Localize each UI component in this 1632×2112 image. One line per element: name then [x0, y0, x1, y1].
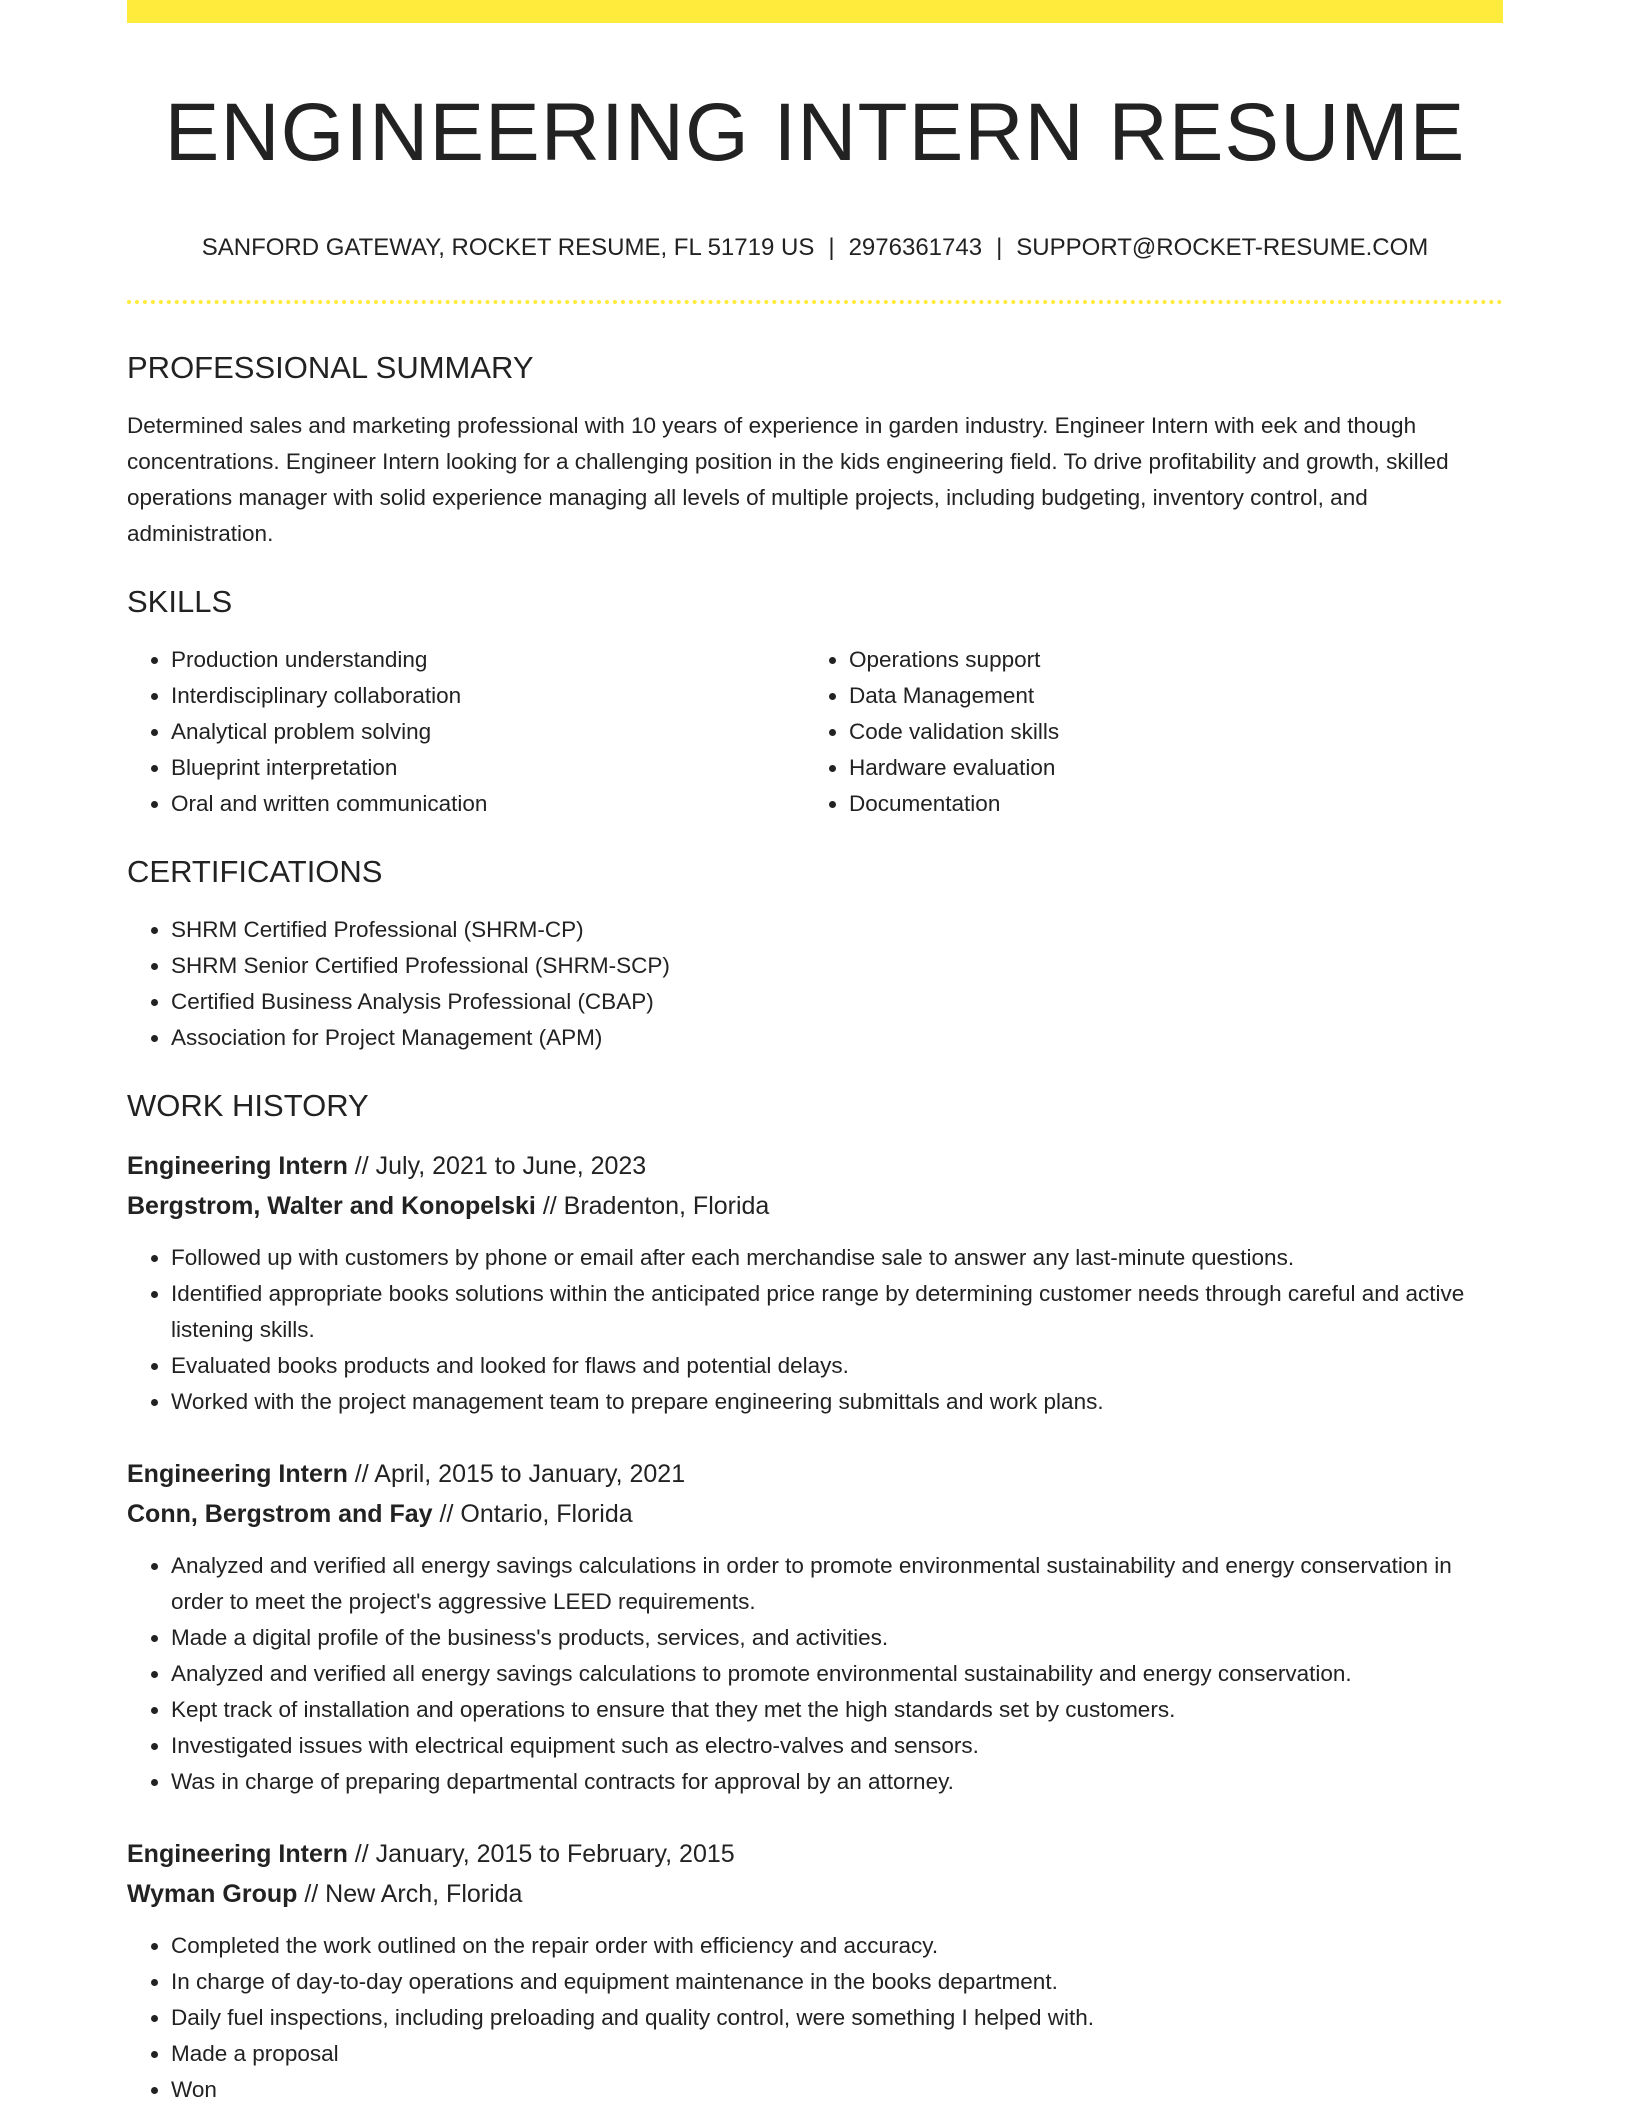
contact-address: SANFORD GATEWAY, ROCKET RESUME, FL 51719 US: [201, 234, 815, 261]
skill-item: • Blueprint interpretation: [171, 750, 805, 786]
job-company: Conn, Bergstrom and Fay: [127, 1500, 433, 1528]
job-bullet: • Won: [171, 2072, 1503, 2108]
job-bullet: • Worked with the project management team to prepare engineering submittals and work plans.: [171, 1384, 1503, 1420]
job-company: Wyman Group: [127, 1880, 298, 1908]
job-bullet-list: [127, 1240, 1503, 1420]
job-bullet: • In charge of day-to-day operations and equipment maintenance in the books department.: [171, 1964, 1503, 2000]
skills-columns: [127, 642, 1503, 822]
skills-section: [127, 582, 1503, 822]
skill-item: • Code validation skills: [849, 714, 1483, 750]
job-title-line: [127, 1834, 1503, 1874]
skills-column-left: [127, 642, 805, 822]
contact-line: [127, 233, 1503, 263]
job-bullet: • Analyzed and verified all energy savings calculations to promote environmental sustainability and energy conservation.: [171, 1656, 1503, 1692]
certifications-heading: CERTIFICATIONS: [127, 854, 383, 889]
job-dates: // January, 2015 to February, 2015: [347, 1840, 735, 1868]
contact-separator: |: [828, 234, 835, 261]
certifications-section: [127, 852, 1503, 1056]
job-company-line: [127, 1874, 1503, 1914]
job-title-line: [127, 1454, 1503, 1494]
work-history-heading: WORK HISTORY: [127, 1088, 369, 1123]
dotted-divider: [127, 300, 1503, 304]
job-bullet: • Identified appropriate books solutions within the anticipated price range by determining customer needs through careful and active listening skills.: [171, 1276, 1503, 1348]
job-location: // Bradenton, Florida: [535, 1192, 770, 1220]
certification-item: • Association for Project Management (APM): [171, 1020, 1503, 1056]
job-bullet: • Made a digital profile of the business's products, services, and activities.: [171, 1620, 1503, 1656]
job-company: Bergstrom, Walter and Konopelski: [127, 1192, 536, 1220]
job-bullet: • Daily fuel inspections, including preloading and quality control, were something I helped with.: [171, 2000, 1503, 2036]
job-company-line: [127, 1186, 1503, 1226]
certification-item: • Certified Business Analysis Professional (CBAP): [171, 984, 1503, 1020]
skill-item: • Operations support: [849, 642, 1483, 678]
resume-page: [127, 0, 1503, 2108]
skill-item: • Oral and written communication: [171, 786, 805, 822]
skill-item: • Data Management: [849, 678, 1483, 714]
job-bullet: • Was in charge of preparing departmental contracts for approval by an attorney.: [171, 1764, 1503, 1800]
job-location: // Ontario, Florida: [432, 1500, 633, 1528]
jobs-container: [127, 1146, 1503, 2108]
skills-column-right: [805, 642, 1483, 822]
job-title-line: [127, 1146, 1503, 1186]
job-bullet-list: [127, 1928, 1503, 2108]
work-history-section: [127, 1086, 1503, 2108]
job-entry: [127, 1146, 1503, 1420]
job-location: // New Arch, Florida: [297, 1880, 523, 1908]
job-bullet: • Made a proposal: [171, 2036, 1503, 2072]
job-entry: [127, 1834, 1503, 2108]
contact-separator: |: [996, 234, 1003, 261]
job-entry: [127, 1454, 1503, 1800]
summary-text: Determined sales and marketing professional with 10 years of experience in garden industry. Engineer Intern with eek and though concentrations. Engineer Intern looking for a challenging position in the kids engineering field. To drive profitability and growth, skilled operations manager with solid experience managing all levels of multiple projects, including budgeting, inventory control, and administration.: [127, 413, 1449, 546]
certification-item: • SHRM Senior Certified Professional (SHRM-SCP): [171, 948, 1503, 984]
resume-title: ENGINEERING INTERN RESUME: [164, 87, 1466, 178]
job-dates: // July, 2021 to June, 2023: [347, 1152, 647, 1180]
job-bullet: • Evaluated books products and looked for flaws and potential delays.: [171, 1348, 1503, 1384]
skills-heading: SKILLS: [127, 584, 233, 619]
top-accent-bar: [127, 0, 1503, 23]
skill-item: • Documentation: [849, 786, 1483, 822]
skill-item: • Production understanding: [171, 642, 805, 678]
job-title: Engineering Intern: [127, 1152, 348, 1180]
skills-list-right: [805, 642, 1483, 822]
skill-item: • Analytical problem solving: [171, 714, 805, 750]
skills-list-left: [127, 642, 805, 822]
job-bullet: • Followed up with customers by phone or email after each merchandise sale to answer any last-minute questions.: [171, 1240, 1503, 1276]
job-bullet: • Investigated issues with electrical equipment such as electro-valves and sensors.: [171, 1728, 1503, 1764]
summary-heading: PROFESSIONAL SUMMARY: [127, 350, 534, 385]
skill-item: • Hardware evaluation: [849, 750, 1483, 786]
job-company-line: [127, 1494, 1503, 1534]
certification-item: • SHRM Certified Professional (SHRM-CP): [171, 912, 1503, 948]
job-bullet: • Kept track of installation and operations to ensure that they met the high standards set by customers.: [171, 1692, 1503, 1728]
job-title: Engineering Intern: [127, 1840, 348, 1868]
job-dates: // April, 2015 to January, 2021: [347, 1460, 686, 1488]
summary-section: [127, 348, 1503, 552]
certifications-list: [127, 912, 1503, 1056]
job-title: Engineering Intern: [127, 1460, 348, 1488]
contact-phone: 2976361743: [848, 234, 983, 261]
job-bullet: • Analyzed and verified all energy savings calculations in order to promote environmental sustainability and energy conservation in order to meet the project's aggressive LEED requirements.: [171, 1548, 1503, 1620]
skill-item: • Interdisciplinary collaboration: [171, 678, 805, 714]
contact-email: SUPPORT@ROCKET-RESUME.COM: [1016, 234, 1429, 261]
job-bullet: • Completed the work outlined on the repair order with efficiency and accuracy.: [171, 1928, 1503, 1964]
job-bullet-list: [127, 1548, 1503, 1800]
